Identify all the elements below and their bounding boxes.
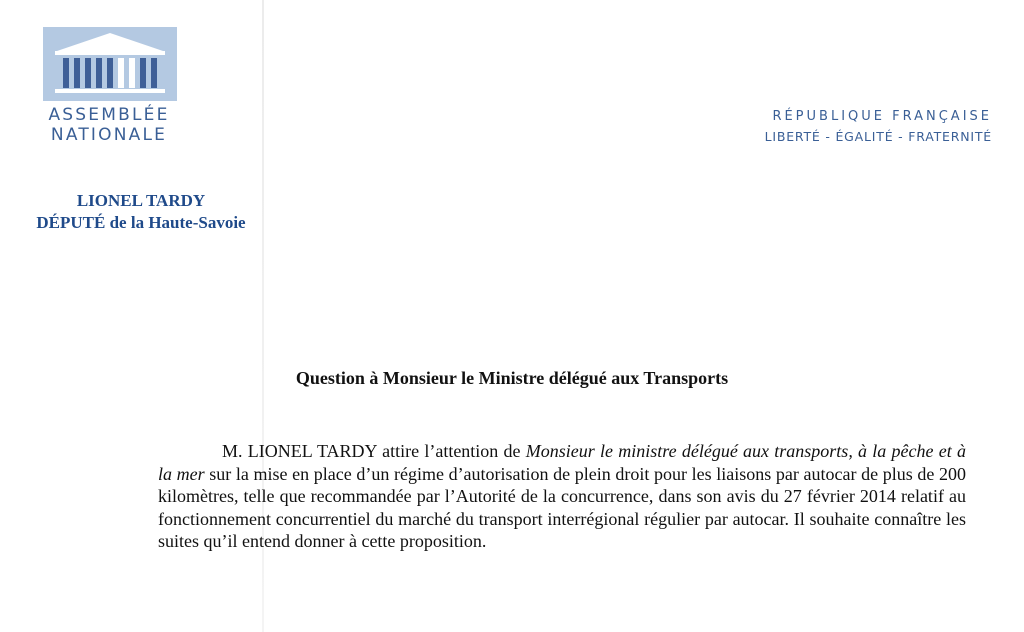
body-text-part2: sur la mise en place d’un régime d’autorisation de plein droit pour les liaisons par autocar de plus de 200 kilomètres, telle que recommandée par l’Autorité de la concurrence, dans son avis du 27 février 2014 relatif au fonctionnement concurrentiel du marché du transport interrégional régulier par autocar. Il souhaite connaître les suites qu’il entend donner à cette proposition. (158, 463, 966, 552)
republique-header (765, 108, 992, 148)
logo-line-nationale: NATIONALE (50, 125, 168, 145)
logo-line-assemblee: ASSEMBLÉE (48, 105, 170, 125)
assemblee-nationale-building-icon (43, 27, 177, 101)
body-text-minister: Monsieur le ministre délégué aux transports, à la pêche et à la mer (158, 441, 966, 484)
devise-text: LIBERTÉ - ÉGALITÉ - FRATERNITÉ (764, 129, 992, 144)
question-body (158, 440, 966, 553)
author-block (12, 190, 270, 234)
author-name: LIONEL TARDY (76, 191, 206, 210)
republique-francaise-text: RÉPUBLIQUE FRANÇAISE (772, 109, 992, 124)
question-subject: Question à Monsieur le Ministre délégué aux Transports (295, 368, 729, 388)
body-text-part1: M. LIONEL TARDY attire l’attention de (222, 441, 526, 461)
author-title: DÉPUTÉ de la Haute-Savoie (36, 213, 246, 232)
